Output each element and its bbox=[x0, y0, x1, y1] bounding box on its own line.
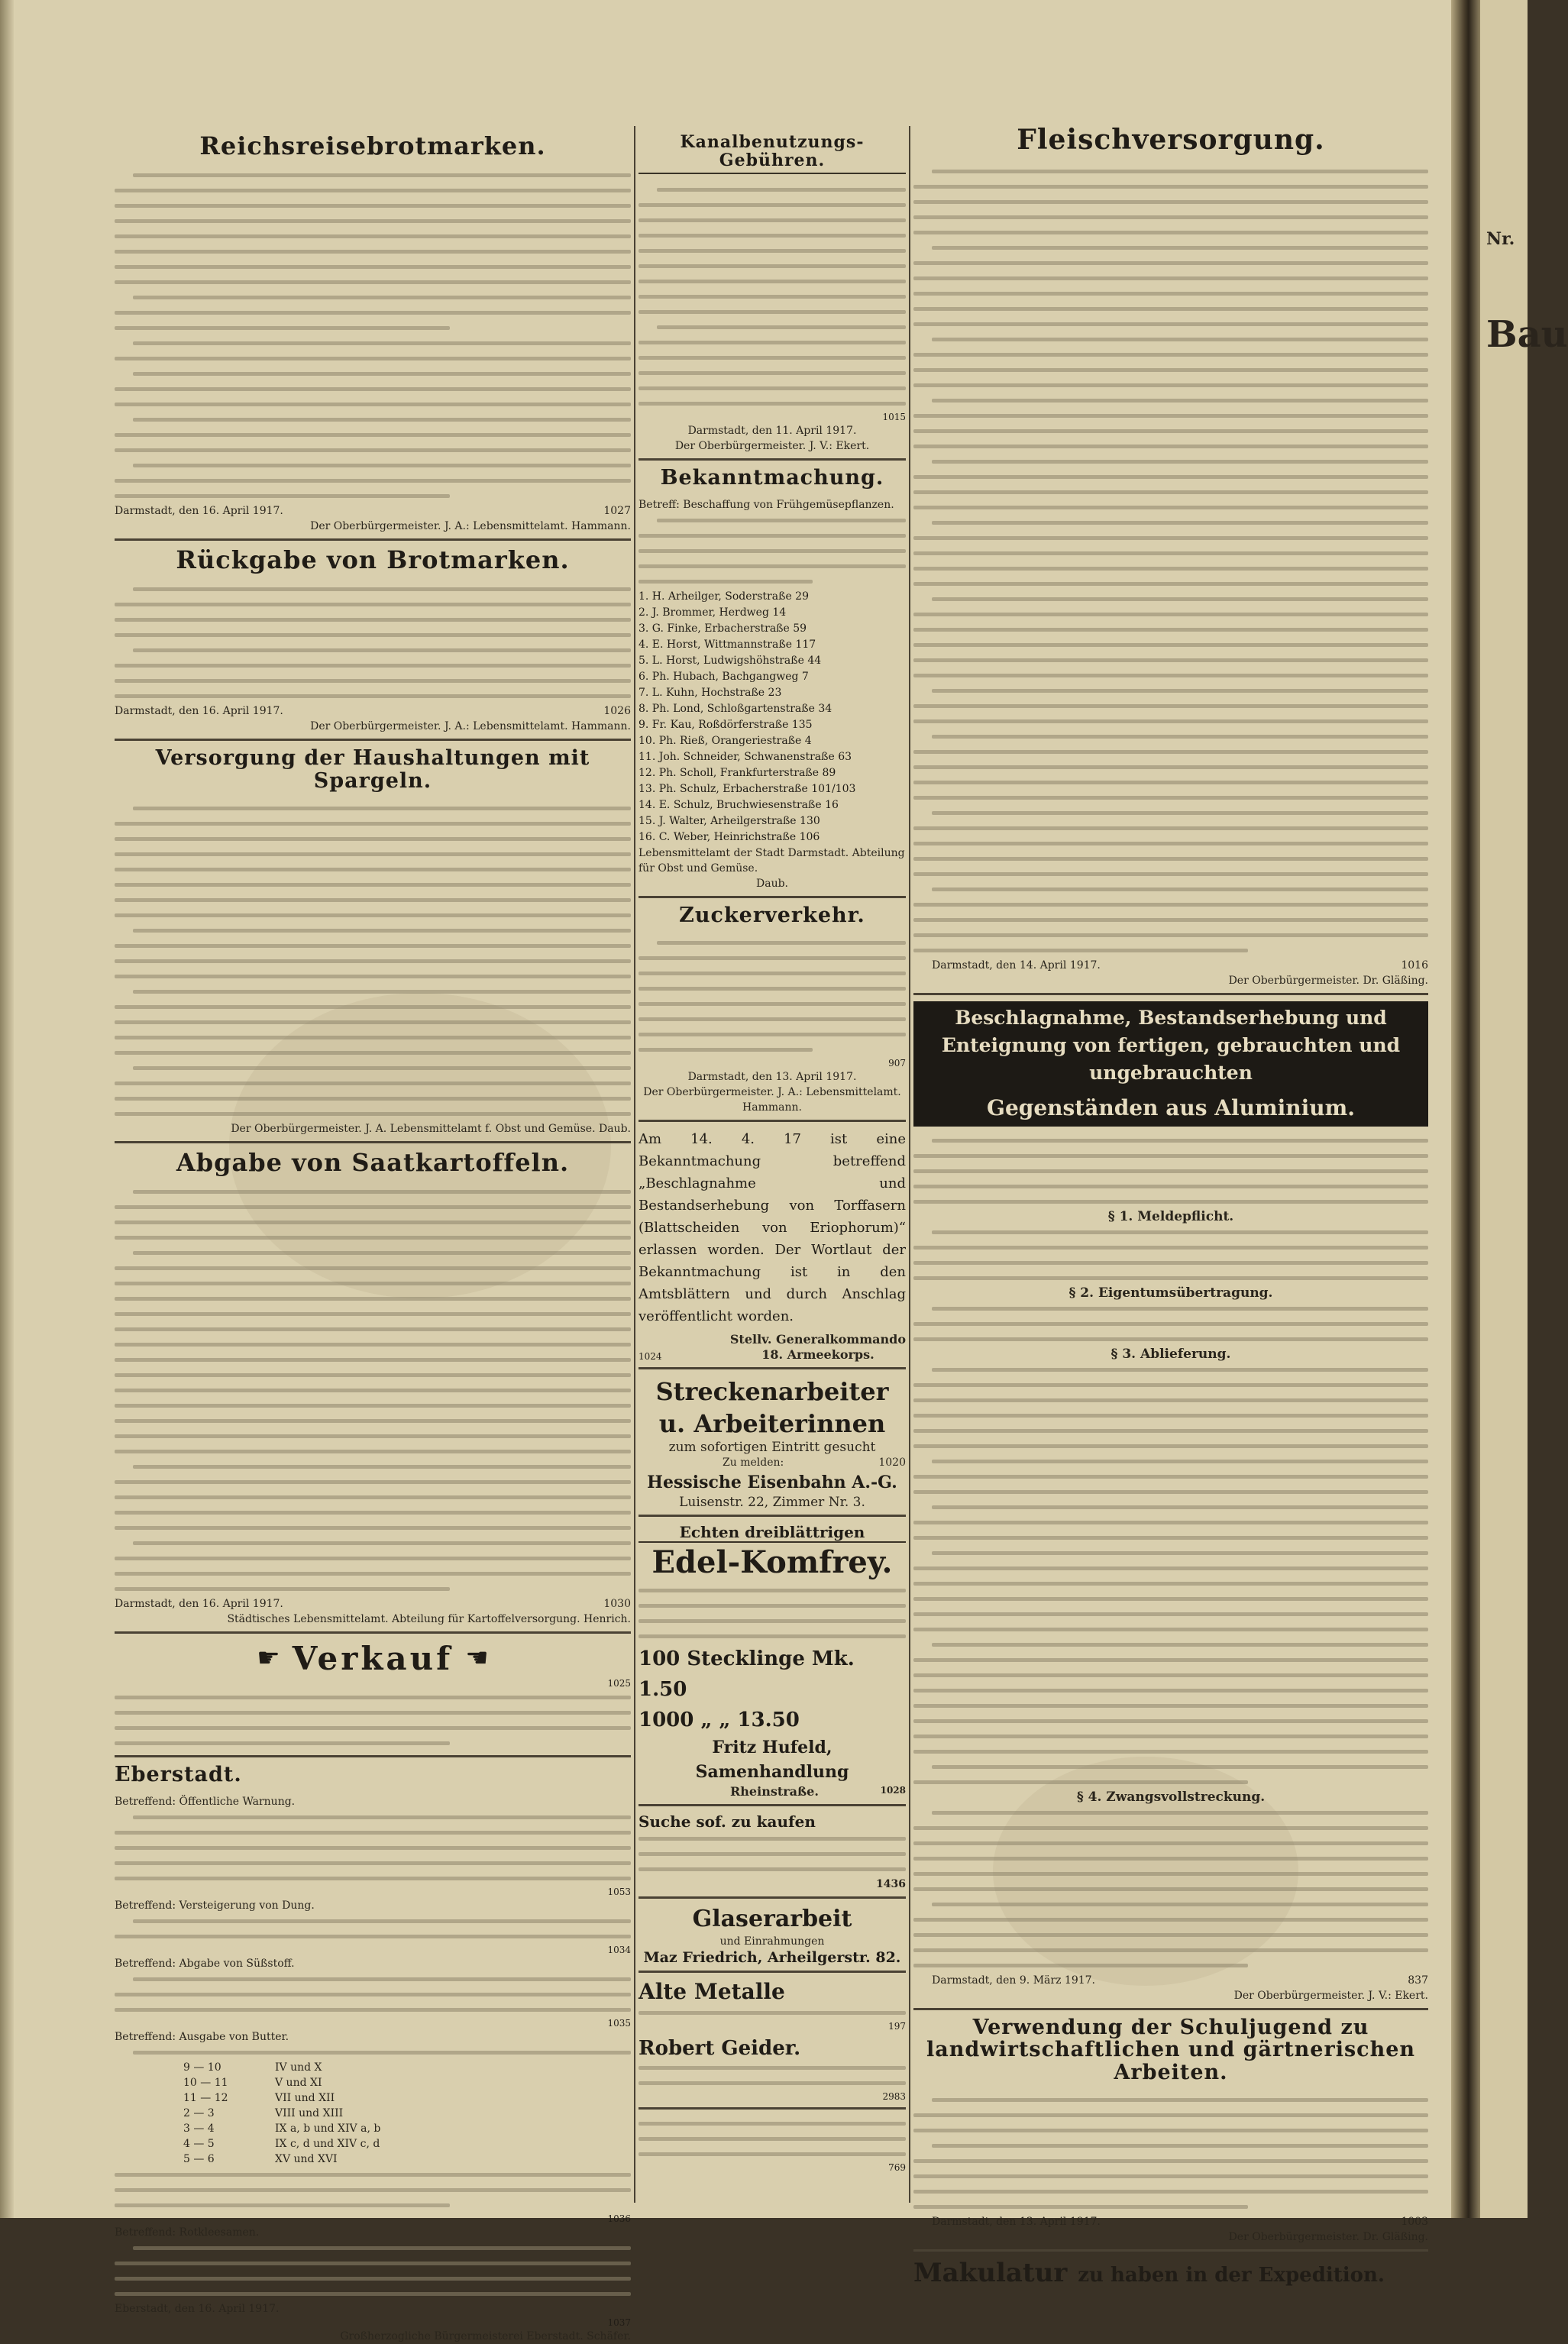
section-divider bbox=[639, 1971, 906, 1973]
book-binding bbox=[1451, 0, 1480, 2218]
section-divider bbox=[639, 1367, 906, 1369]
ad-pretitle: Echten dreiblättrigen bbox=[639, 1523, 906, 1543]
eberstadt-subject: Betreffend: Ausgabe von Butter. bbox=[115, 2030, 289, 2043]
eberstadt-subject: Betreffend: Öffentliche Warnung. bbox=[115, 1795, 296, 1808]
adjacent-page-text: Bau bbox=[1486, 313, 1568, 356]
price-line: 100 Stecklinge Mk. 1.50 bbox=[639, 1647, 855, 1701]
ad-firm: Maz Friedrich, Arheilgerstr. 82. bbox=[643, 1948, 901, 1966]
notice-signature: 18. Armeekorps. bbox=[761, 1347, 875, 1362]
section-divider bbox=[913, 2249, 1428, 2252]
notice-date: Darmstadt, den 16. April 1917. 1030 bbox=[115, 1597, 631, 1610]
section-divider bbox=[115, 1631, 631, 1634]
schedule-row: 10 — 11 V und XI bbox=[183, 2076, 322, 2089]
list-item: 13. Ph. Schulz, Erbacherstraße 101/103 bbox=[639, 783, 856, 796]
section-divider bbox=[639, 1804, 906, 1806]
column-rule bbox=[634, 126, 635, 2203]
ad-text: zu haben in der Expedition. bbox=[1078, 2263, 1385, 2287]
ad-title: Makulatur bbox=[913, 2257, 1068, 2288]
notice-signature: Städtisches Lebensmittelamt. Abteilung für Kartoffelversorgung. Henrich. bbox=[227, 1612, 631, 1625]
paragraph-heading: § 2. Eigentumsübertragung. bbox=[1069, 1285, 1273, 1301]
notice-signature: Der Oberbürgermeister. J. A.: Lebensmittelamt. Hammann. bbox=[310, 720, 631, 733]
ad-number: 1436 bbox=[876, 1877, 906, 1890]
ad-title: Streckenarbeiter bbox=[655, 1376, 889, 1406]
section-divider bbox=[639, 2107, 906, 2110]
ad-address: Rheinstraße. 1028 bbox=[730, 1783, 906, 1799]
notice-reisebrotmarken bbox=[115, 133, 631, 534]
list-item: 7. L. Kuhn, Hochstraße 23 bbox=[639, 687, 782, 700]
section-divider bbox=[913, 993, 1428, 995]
price-line: 1000 „ „ 13.50 bbox=[639, 1708, 800, 1731]
notice-schuljugend bbox=[913, 2016, 1428, 2245]
ad-title: Edel-Komfrey. bbox=[651, 1544, 893, 1580]
section-divider bbox=[639, 458, 906, 461]
list-item: 8. Ph. Lond, Schloßgartenstraße 34 bbox=[639, 703, 832, 716]
column-rule bbox=[909, 126, 910, 2203]
schedule-row: 11 — 12 VII und XII bbox=[183, 2091, 335, 2104]
column-middle bbox=[639, 115, 906, 2218]
schedule-row: 2 — 3 VIII und XIII bbox=[183, 2106, 344, 2119]
ad-title: Glaserarbeit bbox=[692, 1905, 852, 1932]
gardener-list bbox=[639, 589, 906, 845]
column-left bbox=[115, 115, 631, 2342]
ad-subtitle: zum sofortigen Eintritt gesucht bbox=[668, 1439, 876, 1455]
notice-date: Darmstadt, den 9. März 1917. 837 bbox=[932, 1974, 1428, 1987]
notice-title: Fleischversorgung. bbox=[1017, 124, 1325, 156]
adjacent-page bbox=[1480, 0, 1568, 2218]
schedule-row: 4 — 5 IX c, d und XIV c, d bbox=[183, 2137, 380, 2150]
section-divider bbox=[115, 538, 631, 541]
section-divider bbox=[639, 1896, 906, 1899]
ad-suche bbox=[639, 1812, 906, 1892]
ad-glaser bbox=[639, 1905, 906, 1966]
list-item: 5. L. Horst, Ludwigshöhstraße 44 bbox=[639, 655, 822, 668]
ad-komfrey bbox=[639, 1523, 906, 1799]
notice-subject: Betreff: Beschaffung von Frühgemüsepflanzen. bbox=[639, 499, 894, 512]
notice-rueckgabe-brotmarken bbox=[115, 547, 631, 734]
notice-title: Gegenständen aus Aluminium. bbox=[913, 1090, 1428, 1127]
notice-title: Abgabe von Saatkartoffeln. bbox=[176, 1147, 570, 1177]
notice-date: Darmstadt, den 14. April 1917. 1016 bbox=[932, 959, 1428, 972]
list-item: 6. Ph. Hubach, Bachgangweg 7 bbox=[639, 671, 809, 684]
notice-signature: Der Oberbürgermeister. J. V.: Ekert. bbox=[1233, 1989, 1428, 2002]
notice-title: Zuckerverkehr. bbox=[679, 904, 865, 928]
list-item: 2. J. Brommer, Herdweg 14 bbox=[639, 606, 787, 619]
column-right bbox=[913, 115, 1428, 2288]
notice-zucker: Zuckerverkehr. 907 Darmstadt, den 13. April 1917. Der Oberbürgermeister. J. A.: Lebensmittelamt. Hammann. bbox=[639, 904, 906, 1115]
ad-subtitle: und Einrahmungen bbox=[719, 1935, 825, 1948]
notice-date: Darmstadt, den 13. April 1917. bbox=[687, 1070, 857, 1083]
eberstadt-subject: Betreffend: Abgabe von Süßstoff. bbox=[115, 1957, 295, 1970]
paragraph-heading: § 3. Ablieferung. bbox=[1111, 1346, 1231, 1362]
section-divider bbox=[115, 1141, 631, 1143]
notice-spargeln bbox=[115, 747, 631, 1136]
notice-date: Eberstadt, den 16. April 1917. bbox=[115, 2302, 280, 2315]
ad-title: Verkauf bbox=[292, 1639, 454, 1677]
notice-date: Darmstadt, den 16. April 1917. 1027 bbox=[115, 505, 631, 518]
ad-metalle: Alte Metalle 197 bbox=[639, 1978, 906, 2032]
eberstadt-subject: Betreffend: Versteigerung von Dung. bbox=[115, 1899, 315, 1912]
butter-schedule bbox=[115, 2060, 631, 2167]
notice-title: Bekanntmachung. bbox=[660, 466, 884, 490]
notice-signature: Der Oberbürgermeister. Dr. Gläßing. bbox=[1228, 974, 1428, 987]
section-divider bbox=[639, 1120, 906, 1122]
notice-eberstadt: Eberstadt. Betreffend: Öffentliche Warnung. 1053 Betreffend: Versteigerung von Dung. 1034 Betreffend: Abgabe von Süßstoff. 1035 Betreffend: Ausgabe von Butter. 9 — 10 IV und X 10 — 11 V und XI 11 — 12 VII und XII 2 — 3 VIII und XIII 3 — 4 IX a, b und XIV a, b 4 — 5 IX c, d und XIV c, d 5 — 6 XV und XVI 1036 Betreffend: Rotkleesamen. Eberstadt, den 16. April 1917. 1037 Großherzogliche Bürgermeisterei Eberstadt. Schäfer. bbox=[115, 1762, 631, 2342]
section-divider bbox=[639, 1515, 906, 1517]
notice-fleischversorgung bbox=[913, 125, 1428, 988]
page-left-edge bbox=[0, 0, 14, 2218]
ad-title: Suche sof. zu kaufen bbox=[639, 1812, 816, 1831]
notice-title: Rückgabe von Brotmarken. bbox=[176, 545, 570, 575]
notice-torffasern: Am 14. 4. 17 ist eine Bekanntmachung betreffend „Beschlagnahme und Bestandserhebung von Torffasern (Blattscheiden von Eriophorum)“ erlassen worden. Der Wortlaut der Bekanntmachung ist in den Amtsblättern und durch Anschlag veröffentlicht worden. 1024 Stellv. Generalkommando 18. Armeekorps. bbox=[639, 1128, 906, 1363]
ad-title: Alte Metalle bbox=[639, 1978, 785, 2004]
notice-signature: Der Oberbürgermeister. J. A. Lebensmittelamt f. Obst und Gemüse. Daub. bbox=[231, 1122, 631, 1135]
list-item: 3. G. Finke, Erbacherstraße 59 bbox=[639, 622, 807, 635]
ad-wohnung: 769 bbox=[639, 2116, 906, 2174]
notice-fruehgemuese bbox=[639, 467, 906, 891]
list-item: 14. E. Schulz, Bruchwiesenstraße 16 bbox=[639, 799, 839, 812]
list-item: 15. J. Walter, Arheilgerstraße 130 bbox=[639, 815, 820, 828]
pointing-hand-icon: ☚ bbox=[465, 1643, 489, 1674]
schedule-row: 9 — 10 IV und X bbox=[183, 2061, 322, 2074]
list-item: 16. C. Weber, Heinrichstraße 106 bbox=[639, 831, 820, 844]
notice-kanal: Kanalbenutzungs-Gebühren. 1015 Darmstadt, den 11. April 1917. Der Oberbürgermeister. J. V.: Ekert. bbox=[639, 133, 906, 454]
ad-firm: Hessische Eisenbahn A.-G. bbox=[647, 1472, 897, 1492]
ad-number: 1025 bbox=[607, 1677, 631, 1689]
section-divider bbox=[115, 739, 631, 741]
list-item: 9. Fr. Kau, Roßdörferstraße 135 bbox=[639, 719, 813, 732]
notice-text: Am 14. 4. 17 ist eine Bekanntmachung betreffend „Beschlagnahme und Bestandserhebung von Torffasern (Blattscheiden von Eriophorum)“ erlassen worden. Der Wortlaut der Bekanntmachung ist in den Amtsblättern und durch Anschlag veröffentlicht worden. bbox=[639, 1130, 906, 1324]
eberstadt-subject: Betreffend: Rotkleesamen. bbox=[115, 2226, 260, 2239]
notice-signature: Der Oberbürgermeister. J. A.: Lebensmittelamt. Hammann. bbox=[643, 1085, 901, 1114]
list-item: 11. Joh. Schneider, Schwanenstraße 63 bbox=[639, 751, 852, 764]
ad-verkauf bbox=[115, 1640, 631, 1751]
ad-address: Luisenstr. 22, Zimmer Nr. 3. bbox=[679, 1494, 865, 1510]
ad-seller: Fritz Hufeld, Samenhandlung bbox=[695, 1737, 849, 1782]
notice-date: Darmstadt, den 11. April 1917. bbox=[687, 425, 857, 438]
notice-title: Kanalbenutzungs-Gebühren. bbox=[639, 133, 906, 174]
notice-signature: Stellv. Generalkommando bbox=[729, 1331, 906, 1347]
section-divider bbox=[639, 896, 906, 898]
ad-title: u. Arbeiterinnen bbox=[658, 1408, 886, 1438]
adjacent-page-text: Nr. bbox=[1486, 229, 1515, 249]
notice-title: Versorgung der Haushaltungen mit Spargeln. bbox=[155, 746, 590, 794]
pointing-hand-icon: ☛ bbox=[257, 1643, 280, 1674]
notice-footer: Lebensmittelamt der Stadt Darmstadt. Abteilung für Obst und Gemüse. bbox=[639, 847, 905, 875]
notice-signature: Daub. bbox=[756, 878, 788, 891]
list-item: 10. Ph. Rieß, Orangeriestraße 4 bbox=[639, 735, 812, 748]
notice-signature: Großherzogliche Bürgermeisterei Eberstadt. Schäfer. bbox=[340, 2329, 631, 2342]
list-item: 12. Ph. Scholl, Frankfurterstraße 89 bbox=[639, 767, 836, 780]
schedule-row: 5 — 6 XV und XVI bbox=[183, 2152, 338, 2165]
ad-makulatur bbox=[913, 2258, 1428, 2288]
ad-streckenarbeiter: Streckenarbeiter u. Arbeiterinnen zum sofortigen Eintritt gesucht Zu melden: 1020 Hessische Eisenbahn A.-G. Luisenstr. 22, Zimmer Nr. 3. bbox=[639, 1376, 906, 1510]
notice-title: Verwendung der Schuljugend zu landwirtschaftlichen und gärtnerischen Arbeiten. bbox=[926, 2015, 1416, 2084]
notice-date: Darmstadt, den 16. April 1917. 1026 bbox=[115, 705, 631, 718]
ad-title: Robert Geider. bbox=[639, 2036, 801, 2060]
notice-title: Eberstadt. bbox=[115, 1762, 242, 1786]
notice-title: Reichsreisebrotmarken. bbox=[199, 131, 546, 160]
list-item: 4. E. Horst, Wittmannstraße 117 bbox=[639, 639, 816, 651]
paragraph-heading: § 4. Zwangsvollstreckung. bbox=[1076, 1789, 1266, 1805]
notice-signature: Der Oberbürgermeister. J. A.: Lebensmittelamt. Hammann. bbox=[310, 520, 631, 533]
paragraph-heading: § 1. Meldepflicht. bbox=[1107, 1208, 1234, 1224]
notice-saatkartoffeln bbox=[115, 1149, 631, 1627]
list-item: 1. H. Arheilger, Soderstraße 29 bbox=[639, 590, 809, 603]
notice-date: Darmstadt, den 13. April 1917. 1003 bbox=[932, 2215, 1428, 2228]
notice-signature: Der Oberbürgermeister. J. V.: Ekert. bbox=[674, 440, 870, 453]
notice-title: Beschlagnahme, Bestandserhebung und Enteignung von fertigen, gebrauchten und ungebrauchten bbox=[913, 1001, 1428, 1090]
notice-aluminium bbox=[913, 1001, 1428, 2003]
schedule-row: 3 — 4 IX a, b und XIV a, b bbox=[183, 2122, 381, 2135]
notice-signature: Der Oberbürgermeister. Dr. Gläßing. bbox=[1228, 2230, 1428, 2243]
section-divider bbox=[115, 1755, 631, 1757]
section-divider bbox=[913, 2008, 1428, 2010]
ad-geider: Robert Geider. 2983 bbox=[639, 2036, 906, 2102]
